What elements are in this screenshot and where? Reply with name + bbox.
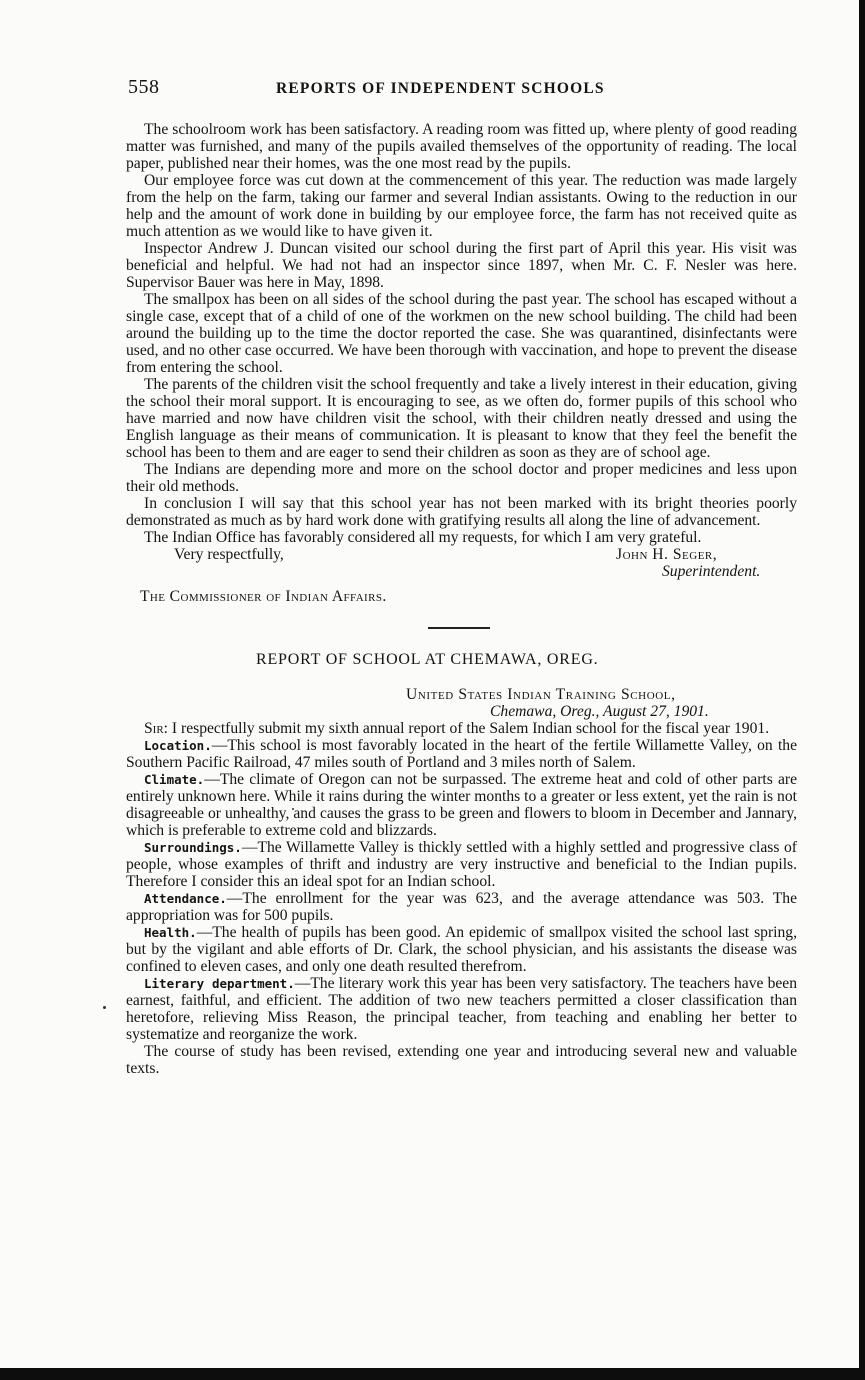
report-section [126,890,797,924]
letter-paragraph: The smallpox has been on all sides of the school during the past year. The school has escaped without a single case, except that of a child of one of the workmen on the new school building. The child had been around the building up to the time the doctor reported the case. She was quarantined, disinfectants were used, and no other case occurred. We have been thorough with vaccination, and hope to prevent the disease from entering the school. [126,291,797,376]
scan-border-bottom [0,1368,865,1380]
section-heading: Climate. [144,772,205,787]
salutation-lead: Sir: [144,720,169,737]
report-section [126,771,797,839]
report-section [126,839,797,890]
section-text: —The literary work this year has been very satisfactory. The teachers have been earnest, faithful, and efficient. The addition of two new teachers permitted a closer classification than heretofore, relieving Miss Reason, the principal teacher, from teaching and enabling her better to systematize and reorganize the work. [126,975,797,1043]
letter-paragraph: The Indian Office has favorably considered all my requests, for which I am very grateful. [144,529,702,546]
section-heading: Surroundings. [144,840,242,855]
section-text: —The Willamette Valley is thickly settled with a highly settled and progressive class of people, whose examples of thrift and industry are very instructive and beneficial to the Indian pupils. Therefore I consider this an ideal spot for an Indian school. [126,839,797,890]
scan-border-right [859,0,865,1380]
addressee: The Commissioner of Indian Affairs. [140,588,387,605]
section-text: —The health of pupils has been good. An epidemic of smallpox visited the school last spring, but by the vigilant and able efforts of Dr. Clark, the school physician, and his assistants the disease was confined to eleven cases, and only one death resulted therefrom. [126,924,797,975]
page-number: 558 [128,76,160,98]
report-section [126,924,797,975]
closing: Very respectfully, [174,546,284,563]
letter-paragraph: The parents of the children visit the school frequently and take a lively interest in their education, giving the school their moral support. It is encouraging to see, as we often do, former pupils of this school who have married and now have children visit the school, with their children neatly dressed and using the English language as their means of communication. It is pleasant to know that they feel the benefit the school has been to them and are eager to send their children as soon as they are of school age. [126,376,797,461]
section-heading: Attendance. [144,891,227,906]
signature-block [126,546,797,580]
scan-speck [103,1006,106,1009]
section-heading: Location. [144,738,212,753]
section-text: —This school is most favorably located in the heart of the fertile Willamette Valley, on the Southern Pacific Railroad, 47 miles south of Portland and 3 miles north of Salem. [126,737,797,771]
section-text: —The climate of Oregon can not be surpassed. The extreme heat and cold of other parts are entirely unknown here. While it rains during the winter months to a greater or less extent, yet the rain is not disagreeable or unhealthy, and causes the grass to be green and flowers to bloom in December and Jannary, which is preferable to extreme cold and blizzards. [126,771,797,839]
report-section [126,975,797,1043]
section-heading: Health. [144,925,197,940]
running-head: REPORTS OF INDEPENDENT SCHOOLS [276,80,605,97]
dateline: Chemawa, Oreg., August 27, 1901. [490,703,709,720]
report-paragraph: The course of study has been revised, extending one year and introducing several new and valuable texts. [126,1043,797,1077]
report-title: REPORT OF SCHOOL AT CHEMAWA, OREG. [256,651,599,668]
signer-name: John H. Seger, [616,546,718,563]
section-heading: Literary department. [144,976,295,991]
letter-paragraph: Inspector Andrew J. Duncan visited our school during the first part of April this year. His visit was beneficial and helpful. We had not had an inspector since 1897, when Mr. C. F. Nesler was here. Supervisor Bauer was here in May, 1898. [126,240,797,291]
institution: United States Indian Training School, [406,686,676,703]
section-text: —The enrollment for the year was 623, and the average attendance was 503. The appropriation was for 500 pupils. [126,890,797,924]
body-text [126,121,797,1077]
letter-paragraph: The Indians are depending more and more on the school doctor and proper medicines and less upon their old methods. [126,461,797,495]
letter-paragraph: The schoolroom work has been satisfactory. A reading room was fitted up, where plenty of good reading matter was furnished, and many of the pupils availed themselves of the opportunity of reading. The local paper, published near their homes, was the one most read by the pupils. [126,121,797,172]
report-section [126,737,797,771]
letter-paragraph: In conclusion I will say that this school year has not been marked with its bright theories poorly demonstrated as much as by hard work done with gratifying results all along the line of advancement. [126,495,797,529]
signer-title: Superintendent. [662,563,761,580]
letter-paragraph: Our employee force was cut down at the commencement of this year. The reduction was made largely from the help on the farm, taking our farmer and several Indian assistants. Owing to the reduction in our help and the amount of work done in building by our employee force, the farm has not received quite as much attention as we would like to have given it. [126,172,797,240]
salutation-text: I respectfully submit my sixth annual report of the Salem Indian school for the fiscal year 1901. [171,720,770,737]
salutation-paragraph [126,720,797,737]
section-divider [428,627,490,629]
